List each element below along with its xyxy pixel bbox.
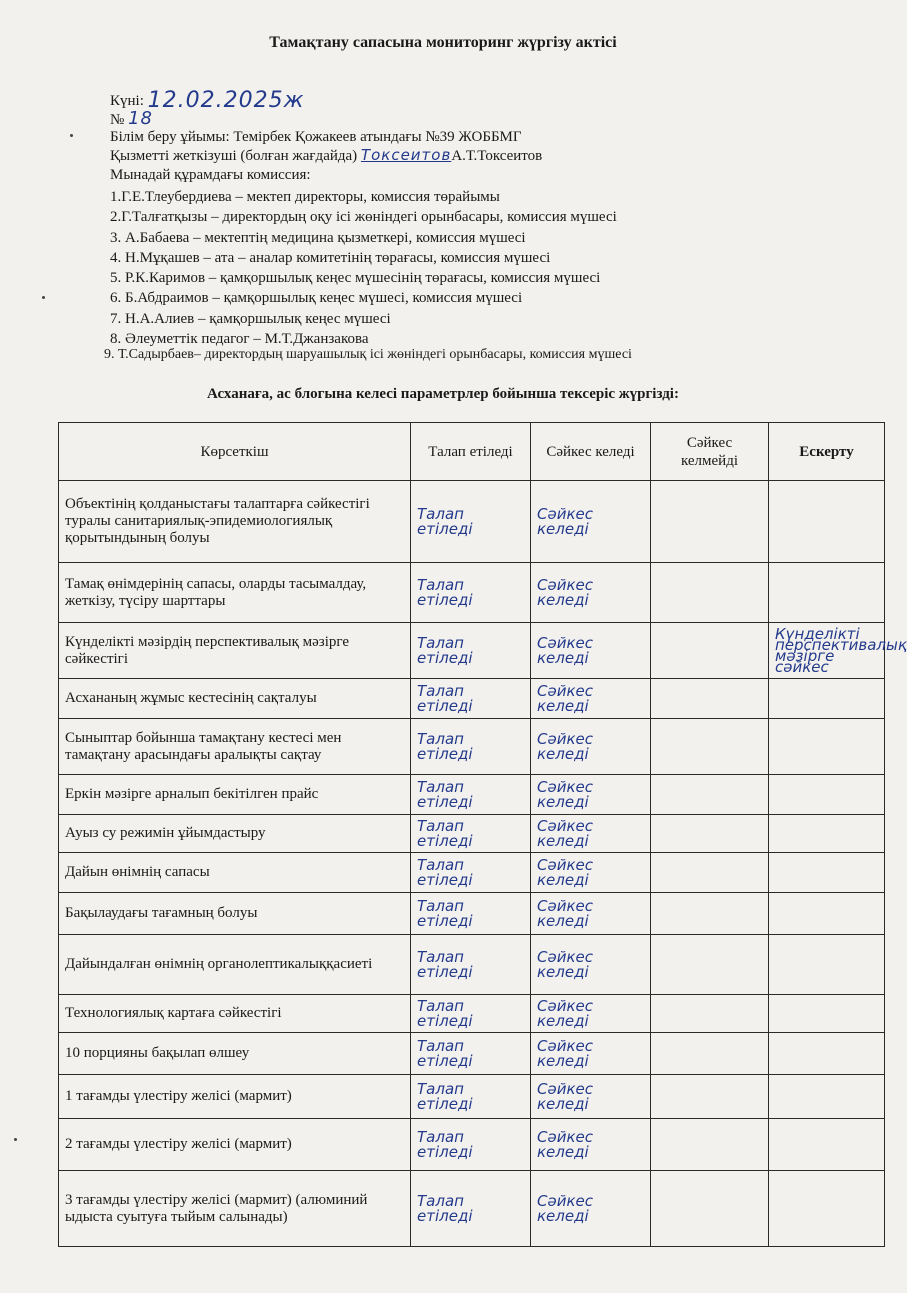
table-row (59, 623, 885, 679)
supplier-line (110, 146, 542, 165)
not-complies-cell (651, 995, 769, 1033)
indicator-cell: Ауыз су режимін ұйымдастыру (59, 815, 411, 853)
number-value: 18 (128, 108, 153, 129)
required-cell: Талап етіледі (411, 679, 531, 719)
supplier-signature: Токсеитов (360, 146, 452, 164)
commission-member: 5. Р.К.Каримов – қамқоршылық кеңес мүшесінің төрағасы, комиссия мүшесі (110, 270, 601, 286)
punch-dot (42, 296, 45, 299)
required-cell: Талап етіледі (411, 1171, 531, 1247)
complies-cell: Сәйкес келеді (531, 893, 651, 935)
complies-cell: Сәйкес келеді (531, 1033, 651, 1075)
note-cell (769, 1075, 885, 1119)
required-cell: Талап етіледі (411, 1075, 531, 1119)
commission-member: 6. Б.Абдраимов – қамқоршылық кеңес мүшесі, комиссия мүшесі (110, 290, 523, 306)
header-complies: Сәйкес келеді (531, 423, 651, 481)
commission-member: 9. Т.Садырбаев– директордың шаруашылық ісі жөніндегі орынбасары, комиссия мүшесі (104, 347, 632, 362)
not-complies-cell (651, 679, 769, 719)
complies-cell: Сәйкес келеді (531, 853, 651, 893)
required-cell: Талап етіледі (411, 719, 531, 775)
table-row (59, 893, 885, 935)
required-cell: Талап етіледі (411, 815, 531, 853)
complies-cell: Сәйкес келеді (531, 815, 651, 853)
not-complies-cell (651, 935, 769, 995)
complies-cell: Сәйкес келеді (531, 719, 651, 775)
commission-member: 4. Н.Мұқашев – ата – аналар комитетінің төрағасы, комиссия мүшесі (110, 250, 551, 266)
indicator-cell: Дайын өнімнің сапасы (59, 853, 411, 893)
note-cell (769, 815, 885, 853)
indicator-cell: 2 тағамды үлестіру желісі (мармит) (59, 1119, 411, 1171)
indicator-cell: 1 тағамды үлестіру желісі (мармит) (59, 1075, 411, 1119)
commission-member: 7. Н.А.Алиев – қамқоршылық кеңес мүшесі (110, 311, 391, 327)
table-row (59, 1119, 885, 1171)
header-not-complies: Сәйкес келмейді (651, 423, 769, 481)
indicator-cell: 10 порцияны бақылап өлшеу (59, 1033, 411, 1075)
note-cell (769, 679, 885, 719)
supplier-name: А.Т.Токсеитов (451, 148, 543, 164)
not-complies-cell (651, 893, 769, 935)
required-cell: Талап етіледі (411, 481, 531, 563)
indicator-cell: Тамақ өнімдерінің сапасы, оларды тасымалдау, жеткізу, түсіру шарттары (59, 563, 411, 623)
complies-cell: Сәйкес келеді (531, 623, 651, 679)
complies-cell: Сәйкес келеді (531, 775, 651, 815)
note-cell (769, 563, 885, 623)
complies-cell: Сәйкес келеді (531, 1119, 651, 1171)
required-cell: Талап етіледі (411, 1119, 531, 1171)
complies-cell: Сәйкес келеді (531, 1075, 651, 1119)
number-line (110, 110, 153, 129)
complies-cell: Сәйкес келеді (531, 679, 651, 719)
commission-member: 2.Г.Талғатқызы – директордың оқу ісі жөніндегі орынбасары, комиссия мүшесі (110, 209, 617, 225)
indicator-cell: Бақылаудағы тағамның болуы (59, 893, 411, 935)
table-row (59, 853, 885, 893)
inspection-table (58, 422, 907, 1247)
table-row (59, 679, 885, 719)
date-label: Күні: (110, 93, 144, 109)
complies-cell: Сәйкес келеді (531, 995, 651, 1033)
table-row (59, 1171, 885, 1247)
required-cell: Талап етіледі (411, 995, 531, 1033)
required-cell: Талап етіледі (411, 623, 531, 679)
table-row (59, 935, 885, 995)
note-cell (769, 853, 885, 893)
punch-dot (14, 1138, 17, 1141)
indicator-cell: Күнделікті мәзірдің перспективалық мәзірге сәйкестігі (59, 623, 411, 679)
table-row (59, 563, 885, 623)
not-complies-cell (651, 481, 769, 563)
supplier-label: Қызметті жеткізуші (болған жағдайда) (110, 148, 358, 164)
table-row (59, 481, 885, 563)
required-cell: Талап етіледі (411, 775, 531, 815)
table-row (59, 815, 885, 853)
header-indicator: Көрсеткіш (59, 423, 411, 481)
indicator-cell: 3 тағамды үлестіру желісі (мармит) (алюминий ыдыста суытуға тыйым салынады) (59, 1171, 411, 1247)
required-cell: Талап етіледі (411, 935, 531, 995)
commission-intro: Мынадай құрамдағы комиссия: (110, 167, 311, 183)
required-cell: Талап етіледі (411, 1033, 531, 1075)
note-cell: Күнделікті перспективалық мәзірге сәйкес (769, 623, 885, 679)
commission-member: 8. Әлеуметтік педагог – М.Т.Джанзакова (110, 331, 369, 347)
section-title: Асханаға, ас блогына келесі параметрлер бойынша тексеріс жүргізді: (207, 386, 679, 402)
note-cell (769, 719, 885, 775)
complies-cell: Сәйкес келеді (531, 935, 651, 995)
complies-cell: Сәйкес келеді (531, 1171, 651, 1247)
not-complies-cell (651, 815, 769, 853)
table-row (59, 1075, 885, 1119)
note-cell (769, 995, 885, 1033)
not-complies-cell (651, 775, 769, 815)
not-complies-cell (651, 719, 769, 775)
indicator-cell: Технологиялық картаға сәйкестігі (59, 995, 411, 1033)
note-cell (769, 935, 885, 995)
number-label: № (110, 112, 125, 128)
date-value: 12.02.2025ж (147, 88, 305, 113)
note-cell (769, 1033, 885, 1075)
not-complies-cell (651, 623, 769, 679)
note-cell (769, 893, 885, 935)
not-complies-cell (651, 1033, 769, 1075)
school-line: Білім беру ұйымы: Темірбек Қожакеев атындағы №39 ЖОББМГ (110, 129, 522, 145)
table-row (59, 775, 885, 815)
not-complies-cell (651, 1119, 769, 1171)
header-note: Ескерту (769, 423, 885, 481)
indicator-cell: Еркін мәзірге арналып бекітілген прайс (59, 775, 411, 815)
complies-cell: Сәйкес келеді (531, 563, 651, 623)
indicator-cell: Дайындалған өнімнің органолептикалыққасиеті (59, 935, 411, 995)
table-header-row (59, 423, 885, 481)
indicator-cell: Объектінің қолданыстағы талаптарға сәйкестігі туралы санитариялық-эпидемиологиялық қорытындының болуы (59, 481, 411, 563)
indicator-cell: Сыныптар бойынша тамақтану кестесі мен тамақтану арасындағы аралықты сақтау (59, 719, 411, 775)
commission-member: 3. А.Бабаева – мектептің медицина қызметкері, комиссия мүшесі (110, 230, 526, 246)
table-row (59, 719, 885, 775)
date-line (110, 88, 305, 113)
not-complies-cell (651, 563, 769, 623)
not-complies-cell (651, 853, 769, 893)
required-cell: Талап етіледі (411, 853, 531, 893)
required-cell: Талап етіледі (411, 563, 531, 623)
document-title: Тамақтану сапасына мониторинг жүргізу актісі (269, 34, 617, 51)
note-cell (769, 1119, 885, 1171)
not-complies-cell (651, 1075, 769, 1119)
required-cell: Талап етіледі (411, 893, 531, 935)
note-cell (769, 1171, 885, 1247)
complies-cell: Сәйкес келеді (531, 481, 651, 563)
commission-member: 1.Г.Е.Тлеубердиева – мектеп директоры, комиссия төрайымы (110, 189, 500, 205)
header-required: Талап етіледі (411, 423, 531, 481)
table-row (59, 995, 885, 1033)
indicator-cell: Асхананың жұмыс кестесінің сақталуы (59, 679, 411, 719)
note-cell (769, 481, 885, 563)
punch-dot (70, 134, 73, 137)
not-complies-cell (651, 1171, 769, 1247)
note-cell (769, 775, 885, 815)
table-row (59, 1033, 885, 1075)
